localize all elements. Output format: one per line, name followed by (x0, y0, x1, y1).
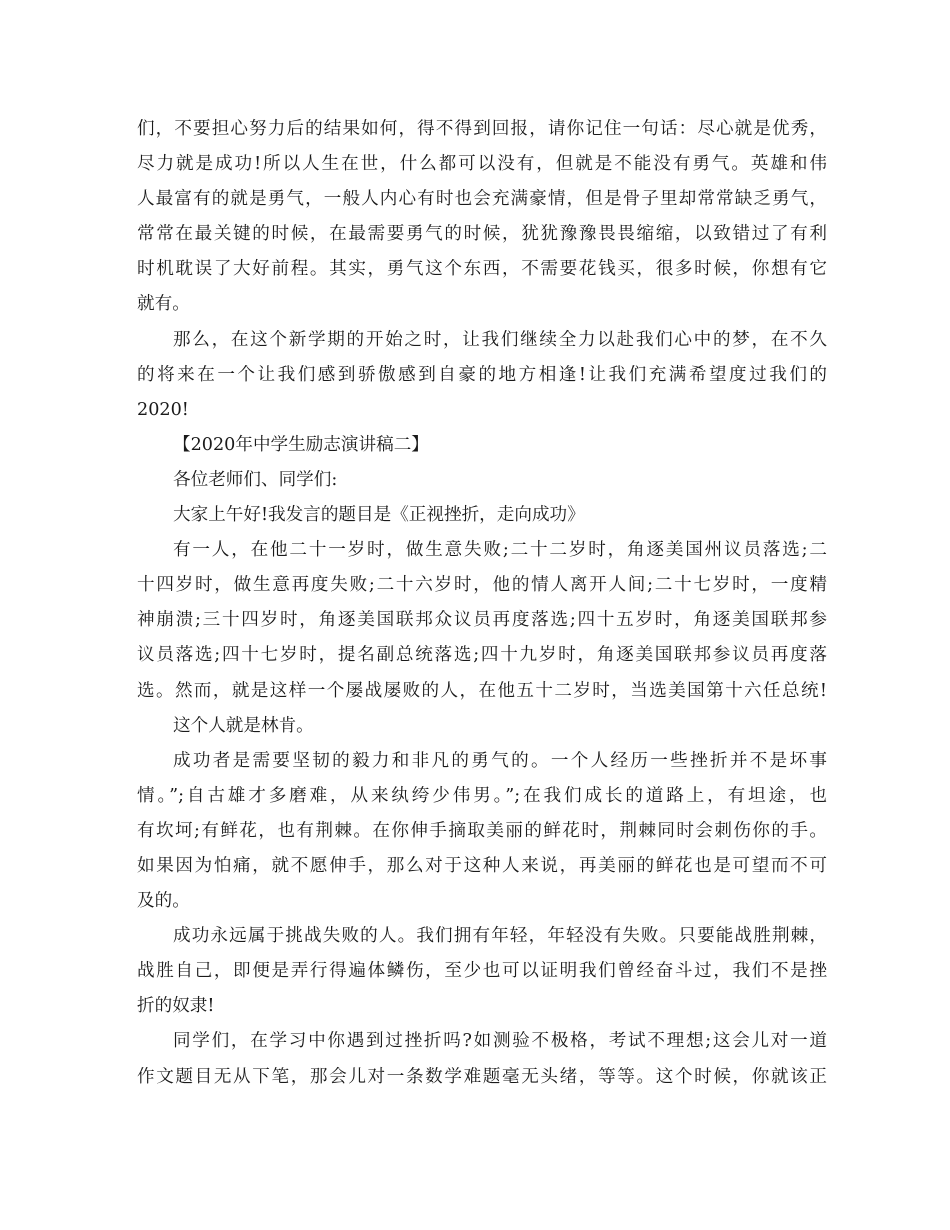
text-line: 就有。 (137, 294, 190, 315)
text-line: 情。”;自古雄才多磨难，从来纨绔少伟男。”;在我们成长的道路上，有坦途，也 (137, 785, 827, 806)
text-line: 这个人就是林肯。 (173, 715, 314, 736)
text-line: 常常在最关键的时候，在最需要勇气的时候，犹犹豫豫畏畏缩缩，以致错过了有利 (137, 224, 827, 245)
text-line: 议员落选;四十七岁时，提名副总统落选;四十九岁时，角逐美国联邦参议员再度落 (137, 645, 827, 666)
text-line: 成功永远属于挑战失败的人。我们拥有年轻，年轻没有失败。只要能战胜荆棘， (173, 926, 827, 947)
text-line: 十四岁时，做生意再度失败;二十六岁时，他的情人离开人间;二十七岁时，一度精 (137, 575, 827, 596)
text-line: 各位老师们、同学们: (173, 469, 338, 490)
document-body (137, 112, 827, 1095)
text-line: 大家上午好!我发言的题目是《正视挫折，走向成功》 (173, 505, 585, 526)
text-line: 及的。 (137, 891, 190, 912)
text-line: 的将来在一个让我们感到骄傲感到自豪的地方相逢!让我们充满希望度过我们的 (137, 364, 827, 385)
text-line: 同学们，在学习中你遇到过挫折吗?如测验不极格，考试不理想;这会儿对一道 (173, 1031, 827, 1052)
text-line: 们，不要担心努力后的结果如何，得不得到回报，请你记住一句话：尽心就是优秀， (137, 119, 827, 139)
text-line: 有一人，在他二十一岁时，做生意失败;二十二岁时，角逐美国州议员落选;二 (173, 540, 827, 561)
text-line: 折的奴隶! (137, 996, 215, 1017)
text-line: 【2020年中学生励志演讲稿二】 (173, 434, 429, 455)
text-line: 神崩溃;三十四岁时，角逐美国联邦众议员再度落选;四十五岁时，角逐美国联邦参 (137, 610, 827, 631)
text-line: 如果因为怕痛，就不愿伸手，那么对于这种人来说，再美丽的鲜花也是可望而不可 (137, 855, 827, 876)
text-line: 战胜自己，即便是弄行得遍体鳞伤，至少也可以证明我们曾经奋斗过，我们不是挫 (137, 961, 827, 982)
text-line: 那么，在这个新学期的开始之时，让我们继续全力以赴我们心中的梦，在不久 (173, 329, 827, 350)
text-line: 人最富有的就是勇气，一般人内心有时也会充满豪情，但是骨子里却常常缺乏勇气， (137, 189, 827, 210)
text-line: 时机耽误了大好前程。其实，勇气这个东西，不需要花钱买，很多时候，你想有它 (137, 259, 827, 280)
text-line: 尽力就是成功!所以人生在世，什么都可以没有，但就是不能没有勇气。英雄和伟 (137, 154, 827, 175)
text-line: 2020! (137, 399, 189, 420)
text-line: 有坎坷;有鲜花，也有荆棘。在你伸手摘取美丽的鲜花时，荆棘同时会刺伤你的手。 (137, 820, 827, 841)
text-line: 选。然而，就是这样一个屡战屡败的人，在他五十二岁时，当选美国第十六任总统! (137, 680, 827, 701)
text-line: 作文题目无从下笔，那会儿对一条数学难题毫无头绪，等等。这个时候，你就该正 (137, 1066, 827, 1087)
text-line: 成功者是需要坚韧的毅力和非凡的勇气的。一个人经历一些挫折并不是坏事 (173, 750, 827, 771)
